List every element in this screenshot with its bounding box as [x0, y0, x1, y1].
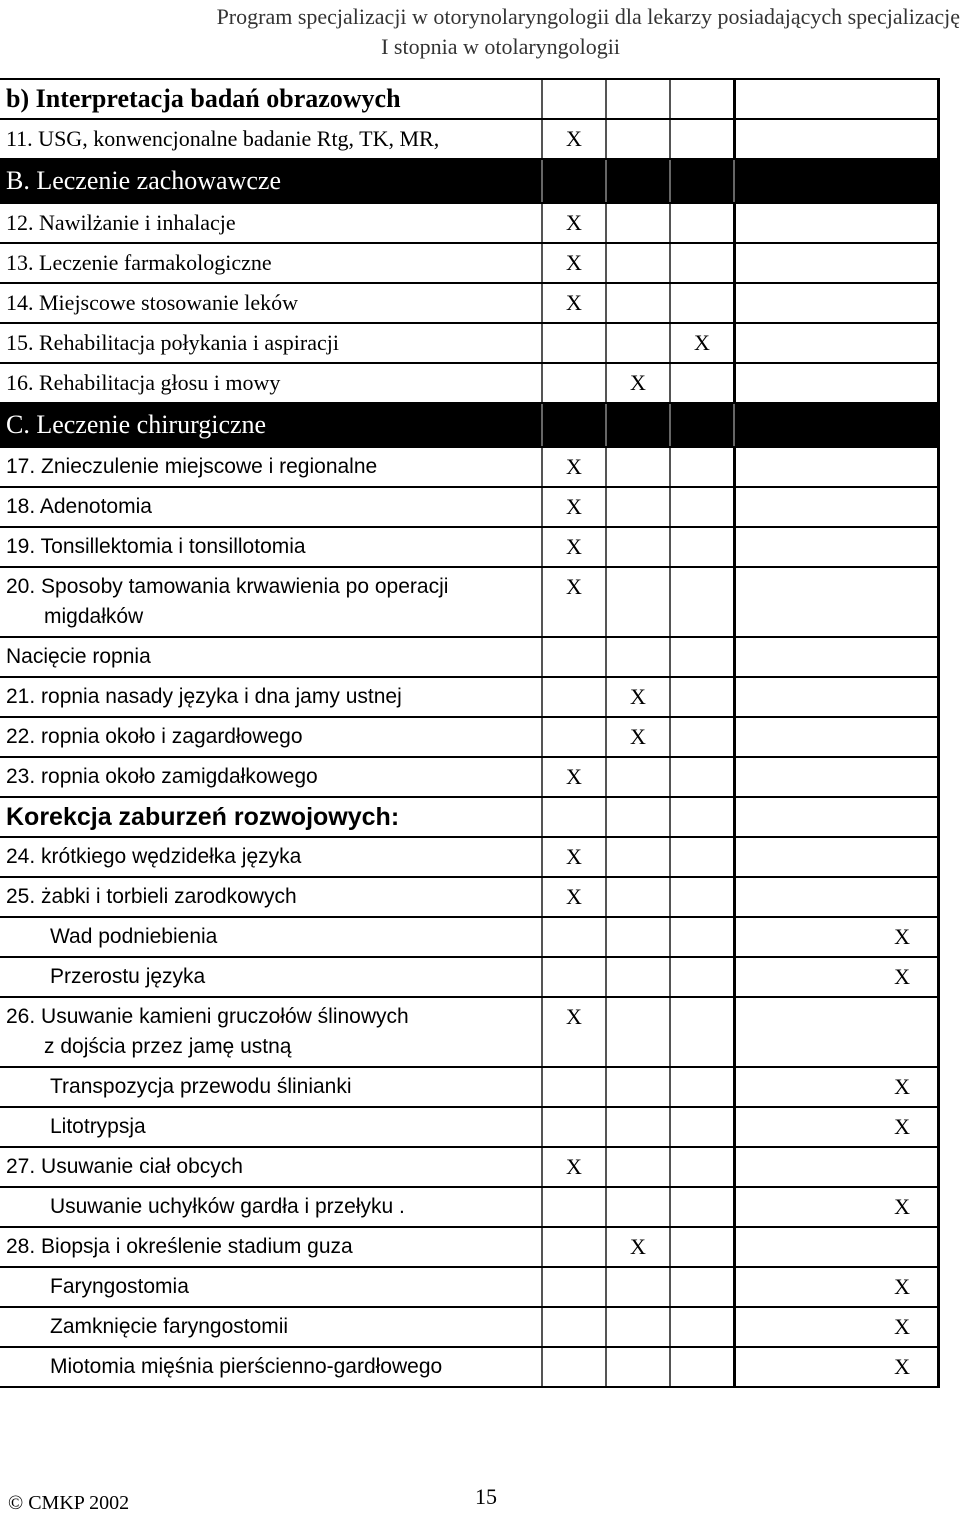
mark-cell-col-3 — [669, 918, 733, 956]
header-line-2: I stopnia w otolaryngologii — [381, 34, 620, 59]
page-header — [0, 0, 960, 62]
mark-cell-col-3 — [669, 1068, 733, 1106]
mark-cell-col-1 — [541, 1308, 605, 1346]
header-line-1: Program specjalizacji w otorynolaryngologii dla lekarzy posiadających specjalizację — [216, 4, 960, 29]
table-row — [0, 364, 940, 404]
table-row — [0, 120, 940, 160]
row-label — [0, 528, 541, 566]
mark-cell-col-3 — [669, 638, 733, 676]
mark-cell-col-3 — [669, 528, 733, 566]
mark-cell-col-4 — [733, 120, 940, 158]
mark-cell-col-4 — [733, 284, 940, 322]
row-label — [0, 758, 541, 796]
mark-cell-col-3 — [669, 838, 733, 876]
row-label — [0, 1308, 541, 1346]
mark-cell-col-3 — [669, 718, 733, 756]
mark-cell-col-1: X — [541, 528, 605, 566]
row-label-text: 14. Miejscowe stosowanie leków — [6, 290, 299, 315]
mark-cell-col-4: X — [733, 1308, 940, 1346]
mark-cell-col-2 — [605, 324, 669, 362]
row-label-text: 11. USG, konwencjonalne badanie Rtg, TK, MR, — [6, 126, 440, 151]
row-label-text: 22. ropnia około i zagardłowego — [6, 725, 303, 748]
table-row — [0, 918, 940, 958]
row-label-text: 16. Rehabilitacja głosu i mowy — [6, 370, 281, 395]
mark-cell-col-2 — [605, 838, 669, 876]
row-label — [0, 284, 541, 322]
mark-cell-col-1: X — [541, 568, 605, 636]
mark-cell-col-2 — [605, 1108, 669, 1146]
mark-cell-col-2: X — [605, 1228, 669, 1266]
mark-cell-col-4 — [733, 798, 940, 836]
mark-cell-col-3 — [669, 1268, 733, 1306]
mark-cell-col-3 — [669, 678, 733, 716]
row-label-text: 26. Usuwanie kamieni gruczołów ślinowych — [6, 1005, 409, 1028]
mark-cell-col-4 — [733, 758, 940, 796]
table-row — [0, 998, 940, 1068]
table-row — [0, 878, 940, 918]
mark-cell-col-4: X — [733, 1068, 940, 1106]
mark-cell-col-4: X — [733, 958, 940, 996]
mark-cell-col-2 — [605, 568, 669, 636]
mark-cell-col-2 — [605, 204, 669, 242]
mark-cell-col-1 — [541, 1348, 605, 1386]
row-label-text: Usuwanie uchyłków gardła i przełyku . — [50, 1195, 405, 1218]
copyright: © CMKP 2002 — [8, 1492, 130, 1514]
table-row — [0, 448, 940, 488]
row-label-text: Zamknięcie faryngostomii — [50, 1315, 289, 1338]
table-row — [0, 758, 940, 798]
mark-cell-col-1: X — [541, 1148, 605, 1186]
row-label-text: 24. krótkiego wędzidełka języka — [6, 845, 302, 868]
mark-cell-col-3 — [669, 998, 733, 1066]
table-row — [0, 284, 940, 324]
row-label — [0, 1188, 541, 1226]
row-label-text: b) Interpretacja badań obrazowych — [6, 84, 401, 113]
mark-cell-col-3 — [669, 120, 733, 158]
mark-cell-col-4 — [733, 404, 940, 446]
row-label — [0, 364, 541, 402]
mark-cell-col-1: X — [541, 758, 605, 796]
row-label — [0, 838, 541, 876]
mark-cell-col-2 — [605, 404, 669, 446]
mark-cell-col-2 — [605, 1188, 669, 1226]
row-label-text: 19. Tonsillektomia i tonsillotomia — [6, 535, 306, 558]
mark-cell-col-2 — [605, 1268, 669, 1306]
mark-cell-col-1 — [541, 1228, 605, 1266]
mark-cell-col-2 — [605, 878, 669, 916]
mark-cell-col-1 — [541, 1068, 605, 1106]
row-label-text: 21. ropnia nasady języka i dna jamy ustnej — [6, 685, 402, 708]
mark-cell-col-4 — [733, 528, 940, 566]
mark-cell-col-3 — [669, 160, 733, 202]
mark-cell-col-1: X — [541, 284, 605, 322]
table-row — [0, 1228, 940, 1268]
table-row — [0, 1268, 940, 1308]
row-label — [0, 1348, 541, 1386]
mark-cell-col-2 — [605, 758, 669, 796]
mark-cell-col-1: X — [541, 204, 605, 242]
table-row — [0, 1188, 940, 1228]
mark-cell-col-2 — [605, 1068, 669, 1106]
row-label — [0, 1068, 541, 1106]
mark-cell-col-4: X — [733, 918, 940, 956]
row-label — [0, 488, 541, 526]
mark-cell-col-1 — [541, 404, 605, 446]
row-label — [0, 324, 541, 362]
mark-cell-col-1 — [541, 678, 605, 716]
heading-row — [0, 80, 940, 120]
page-number: 15 — [475, 1484, 497, 1509]
row-label-text: 23. ropnia około zamigdałkowego — [6, 765, 318, 788]
mark-cell-col-2 — [605, 528, 669, 566]
row-label — [0, 958, 541, 996]
table-row — [0, 488, 940, 528]
table-row — [0, 678, 940, 718]
row-label — [0, 918, 541, 956]
mark-cell-col-4 — [733, 998, 940, 1066]
row-label — [0, 448, 541, 486]
table-row — [0, 1068, 940, 1108]
table-row — [0, 638, 940, 678]
section-row — [0, 404, 940, 448]
mark-cell-col-4 — [733, 488, 940, 526]
row-label — [0, 204, 541, 242]
row-label — [0, 244, 541, 282]
row-label-continuation: z dojścia przez jamę ustną — [44, 1035, 292, 1058]
row-label-text: 17. Znieczulenie miejscowe i regionalne — [6, 455, 378, 478]
mark-cell-col-3 — [669, 1108, 733, 1146]
table-row — [0, 1148, 940, 1188]
mark-cell-col-3 — [669, 80, 733, 118]
mark-cell-col-2 — [605, 80, 669, 118]
mark-cell-col-4 — [733, 448, 940, 486]
mark-cell-col-4 — [733, 678, 940, 716]
row-label-text: 28. Biopsja i określenie stadium guza — [6, 1235, 353, 1258]
table-row — [0, 1348, 940, 1388]
mark-cell-col-1: X — [541, 838, 605, 876]
mark-cell-col-4 — [733, 568, 940, 636]
mark-cell-col-4 — [733, 838, 940, 876]
table-row — [0, 718, 940, 758]
row-label-text: Wad podniebienia — [50, 925, 218, 948]
mark-cell-col-4 — [733, 1148, 940, 1186]
mark-cell-col-3 — [669, 878, 733, 916]
mark-cell-col-1 — [541, 1268, 605, 1306]
row-label — [0, 120, 541, 158]
mark-cell-col-2 — [605, 284, 669, 322]
mark-cell-col-1 — [541, 1188, 605, 1226]
row-label — [0, 638, 541, 676]
row-label — [0, 798, 541, 836]
row-label-text: B. Leczenie zachowawcze — [6, 166, 281, 195]
mark-cell-col-1: X — [541, 998, 605, 1066]
mark-cell-col-1 — [541, 798, 605, 836]
mark-cell-col-1 — [541, 364, 605, 402]
row-label — [0, 678, 541, 716]
page-footer — [8, 1484, 948, 1514]
row-label-text: Miotomia mięśnia pierścienno-gardłowego — [50, 1355, 443, 1378]
mark-cell-col-2 — [605, 244, 669, 282]
mark-cell-col-3 — [669, 284, 733, 322]
mark-cell-col-3 — [669, 958, 733, 996]
row-label — [0, 1108, 541, 1146]
mark-cell-col-4 — [733, 1228, 940, 1266]
mark-cell-col-2 — [605, 998, 669, 1066]
row-label-text: Litotrypsja — [50, 1115, 146, 1138]
mark-cell-col-3 — [669, 364, 733, 402]
row-label-text: Korekcja zaburzeń rozwojowych: — [6, 803, 400, 831]
mark-cell-col-2: X — [605, 718, 669, 756]
section-row — [0, 160, 940, 204]
row-label — [0, 160, 541, 202]
mark-cell-col-3 — [669, 1308, 733, 1346]
mark-cell-col-4 — [733, 878, 940, 916]
row-label-text: Przerostu języka — [50, 965, 206, 988]
table-row — [0, 1308, 940, 1348]
mark-cell-col-2: X — [605, 678, 669, 716]
mark-cell-col-4 — [733, 204, 940, 242]
row-label — [0, 1148, 541, 1186]
mark-cell-col-2 — [605, 160, 669, 202]
mark-cell-col-2 — [605, 448, 669, 486]
mark-cell-col-3 — [669, 448, 733, 486]
mark-cell-col-1: X — [541, 244, 605, 282]
row-label-text: C. Leczenie chirurgiczne — [6, 410, 267, 439]
mark-cell-col-1: X — [541, 120, 605, 158]
mark-cell-col-4 — [733, 324, 940, 362]
mark-cell-col-3 — [669, 568, 733, 636]
mark-cell-col-4: X — [733, 1268, 940, 1306]
row-label — [0, 998, 541, 1066]
row-label-text: 27. Usuwanie ciał obcych — [6, 1155, 243, 1178]
table-row — [0, 324, 940, 364]
row-label-text: 12. Nawilżanie i inhalacje — [6, 210, 236, 235]
mark-cell-col-3 — [669, 1348, 733, 1386]
mark-cell-col-2 — [605, 1348, 669, 1386]
mark-cell-col-3: X — [669, 324, 733, 362]
mark-cell-col-2 — [605, 918, 669, 956]
mark-cell-col-4 — [733, 638, 940, 676]
row-label-text: Nacięcie ropnia — [6, 645, 151, 668]
table-row — [0, 568, 940, 638]
mark-cell-col-2 — [605, 638, 669, 676]
row-label-text: Transpozycja przewodu ślinianki — [50, 1075, 352, 1098]
mark-cell-col-3 — [669, 1148, 733, 1186]
row-label — [0, 80, 541, 118]
row-label-text: 25. żabki i torbieli zarodkowych — [6, 885, 297, 908]
mark-cell-col-1 — [541, 1108, 605, 1146]
mark-cell-col-4: X — [733, 1188, 940, 1226]
mark-cell-col-4 — [733, 244, 940, 282]
mark-cell-col-3 — [669, 404, 733, 446]
mark-cell-col-3 — [669, 488, 733, 526]
table-row — [0, 204, 940, 244]
procedures-table — [0, 78, 940, 1388]
mark-cell-col-4 — [733, 160, 940, 202]
mark-cell-col-1: X — [541, 448, 605, 486]
row-label — [0, 718, 541, 756]
mark-cell-col-1 — [541, 638, 605, 676]
mark-cell-col-2 — [605, 120, 669, 158]
row-label — [0, 1228, 541, 1266]
row-label-text: 15. Rehabilitacja połykania i aspiracji — [6, 330, 339, 355]
mark-cell-col-4 — [733, 364, 940, 402]
mark-cell-col-1: X — [541, 488, 605, 526]
heading-row — [0, 798, 940, 838]
row-label-continuation: migdałków — [44, 605, 144, 628]
mark-cell-col-2 — [605, 1308, 669, 1346]
mark-cell-col-3 — [669, 244, 733, 282]
mark-cell-col-2 — [605, 1148, 669, 1186]
mark-cell-col-1: X — [541, 878, 605, 916]
table-row — [0, 1108, 940, 1148]
mark-cell-col-2: X — [605, 364, 669, 402]
mark-cell-col-3 — [669, 758, 733, 796]
mark-cell-col-2 — [605, 798, 669, 836]
mark-cell-col-1 — [541, 958, 605, 996]
row-label-text: 20. Sposoby tamowania krwawienia po operacji — [6, 575, 449, 598]
mark-cell-col-1 — [541, 718, 605, 756]
mark-cell-col-1 — [541, 918, 605, 956]
row-label — [0, 404, 541, 446]
table-row — [0, 958, 940, 998]
row-label — [0, 568, 541, 636]
mark-cell-col-4 — [733, 80, 940, 118]
mark-cell-col-4 — [733, 718, 940, 756]
row-label-text: Faryngostomia — [50, 1275, 189, 1298]
mark-cell-col-1 — [541, 324, 605, 362]
mark-cell-col-3 — [669, 204, 733, 242]
mark-cell-col-2 — [605, 488, 669, 526]
mark-cell-col-1 — [541, 80, 605, 118]
mark-cell-col-3 — [669, 798, 733, 836]
mark-cell-col-4: X — [733, 1108, 940, 1146]
table-row — [0, 528, 940, 568]
table-row — [0, 838, 940, 878]
mark-cell-col-3 — [669, 1188, 733, 1226]
row-label-text: 18. Adenotomia — [6, 495, 152, 518]
mark-cell-col-4: X — [733, 1348, 940, 1386]
row-label — [0, 1268, 541, 1306]
mark-cell-col-3 — [669, 1228, 733, 1266]
table-row — [0, 244, 940, 284]
mark-cell-col-2 — [605, 958, 669, 996]
row-label-text: 13. Leczenie farmakologiczne — [6, 250, 272, 275]
mark-cell-col-1 — [541, 160, 605, 202]
row-label — [0, 878, 541, 916]
